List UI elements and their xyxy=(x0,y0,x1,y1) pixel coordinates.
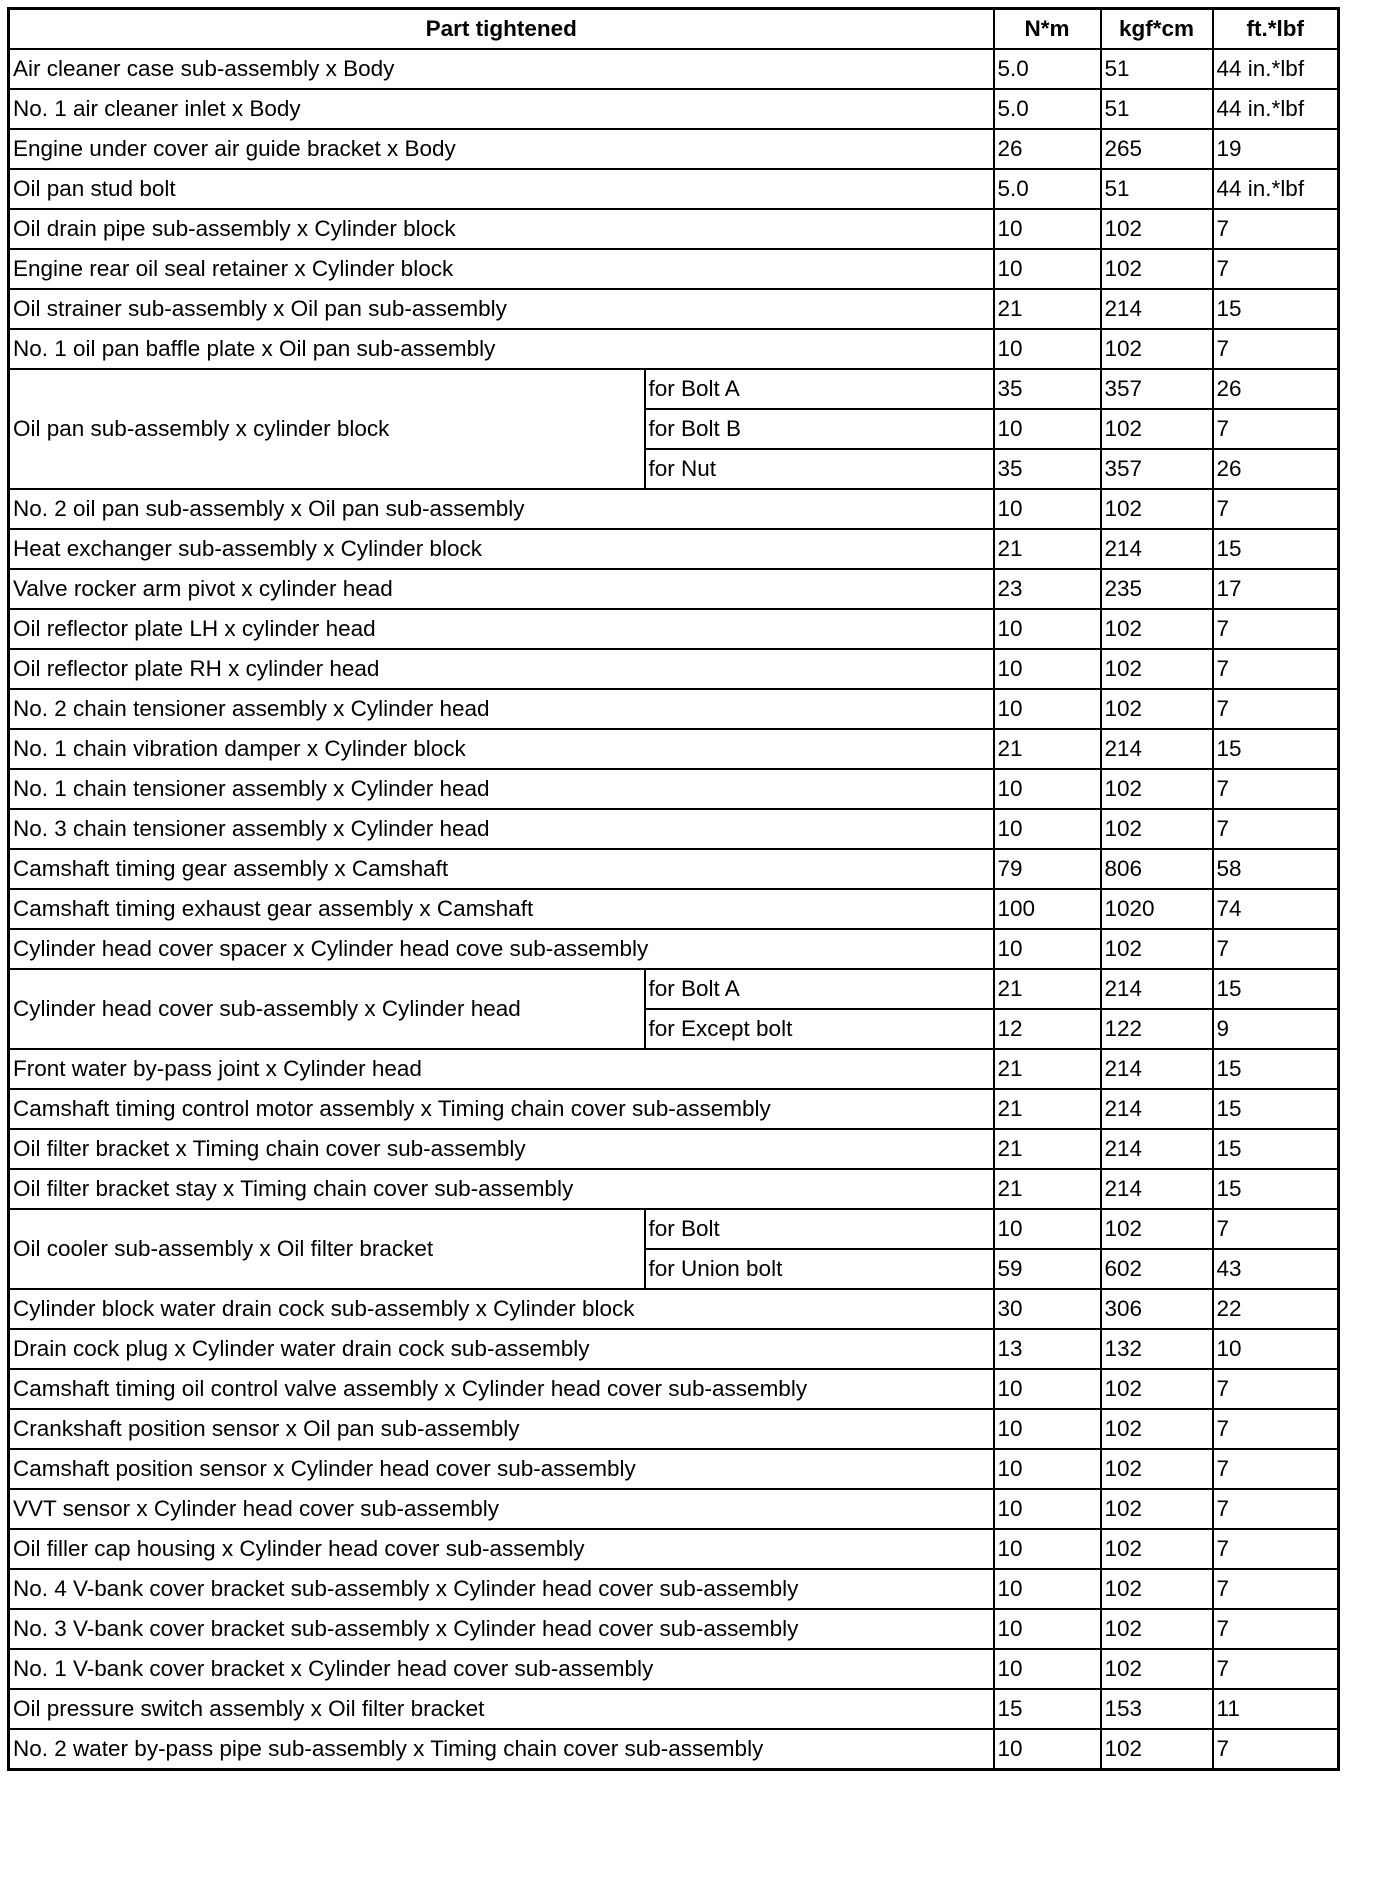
kgf-cm-cell: 102 xyxy=(1101,1729,1213,1770)
ft-lbf-cell: 7 xyxy=(1213,209,1339,249)
kgf-cm-cell: 235 xyxy=(1101,569,1213,609)
kgf-cm-cell: 102 xyxy=(1101,1609,1213,1649)
kgf-cm-cell: 102 xyxy=(1101,689,1213,729)
kgf-cm-cell: 214 xyxy=(1101,289,1213,329)
part-cell: Cylinder head cover sub-assembly x Cylinder head xyxy=(9,969,645,1049)
part-cell: Engine under cover air guide bracket x Body xyxy=(9,129,994,169)
header-part-tightened: Part tightened xyxy=(9,9,994,50)
nm-cell: 21 xyxy=(994,529,1101,569)
table-row xyxy=(9,1569,1339,1609)
nm-cell: 10 xyxy=(994,1529,1101,1569)
table-row xyxy=(9,1409,1339,1449)
table-row xyxy=(9,489,1339,529)
nm-cell: 13 xyxy=(994,1329,1101,1369)
nm-cell: 23 xyxy=(994,569,1101,609)
nm-cell: 10 xyxy=(994,1649,1101,1689)
kgf-cm-cell: 153 xyxy=(1101,1689,1213,1729)
nm-cell: 10 xyxy=(994,1489,1101,1529)
kgf-cm-cell: 102 xyxy=(1101,1529,1213,1569)
ft-lbf-cell: 7 xyxy=(1213,1409,1339,1449)
kgf-cm-cell: 102 xyxy=(1101,1449,1213,1489)
header-ft-lbf: ft.*lbf xyxy=(1213,9,1339,50)
table-row xyxy=(9,929,1339,969)
ft-lbf-cell: 74 xyxy=(1213,889,1339,929)
ft-lbf-cell: 7 xyxy=(1213,1449,1339,1489)
part-cell: Cylinder head cover spacer x Cylinder head cove sub-assembly xyxy=(9,929,994,969)
header-kgf-cm: kgf*cm xyxy=(1101,9,1213,50)
part-cell: No. 3 V-bank cover bracket sub-assembly x Cylinder head cover sub-assembly xyxy=(9,1609,994,1649)
part-cell: Oil strainer sub-assembly x Oil pan sub-assembly xyxy=(9,289,994,329)
kgf-cm-cell: 102 xyxy=(1101,489,1213,529)
nm-cell: 35 xyxy=(994,369,1101,409)
part-cell: No. 1 oil pan baffle plate x Oil pan sub-assembly xyxy=(9,329,994,369)
kgf-cm-cell: 102 xyxy=(1101,329,1213,369)
nm-cell: 10 xyxy=(994,1209,1101,1249)
nm-cell: 21 xyxy=(994,1089,1101,1129)
ft-lbf-cell: 19 xyxy=(1213,129,1339,169)
table-row xyxy=(9,1529,1339,1569)
kgf-cm-cell: 102 xyxy=(1101,649,1213,689)
ft-lbf-cell: 15 xyxy=(1213,1089,1339,1129)
ft-lbf-cell: 7 xyxy=(1213,929,1339,969)
table-row xyxy=(9,169,1339,209)
part-cell: Oil drain pipe sub-assembly x Cylinder block xyxy=(9,209,994,249)
condition-cell: for Nut xyxy=(645,449,994,489)
kgf-cm-cell: 602 xyxy=(1101,1249,1213,1289)
table-row xyxy=(9,249,1339,289)
kgf-cm-cell: 102 xyxy=(1101,1649,1213,1689)
table-row xyxy=(9,209,1339,249)
ft-lbf-cell: 7 xyxy=(1213,609,1339,649)
part-cell: VVT sensor x Cylinder head cover sub-assembly xyxy=(9,1489,994,1529)
ft-lbf-cell: 17 xyxy=(1213,569,1339,609)
ft-lbf-cell: 7 xyxy=(1213,1369,1339,1409)
part-cell: Drain cock plug x Cylinder water drain cock sub-assembly xyxy=(9,1329,994,1369)
kgf-cm-cell: 102 xyxy=(1101,1569,1213,1609)
condition-cell: for Bolt B xyxy=(645,409,994,449)
nm-cell: 10 xyxy=(994,1449,1101,1489)
header-nm: N*m xyxy=(994,9,1101,50)
table-row xyxy=(9,649,1339,689)
kgf-cm-cell: 214 xyxy=(1101,729,1213,769)
table-row xyxy=(9,49,1339,89)
ft-lbf-cell: 10 xyxy=(1213,1329,1339,1369)
ft-lbf-cell: 7 xyxy=(1213,249,1339,289)
nm-cell: 10 xyxy=(994,489,1101,529)
table-row xyxy=(9,1689,1339,1729)
part-cell: Crankshaft position sensor x Oil pan sub-assembly xyxy=(9,1409,994,1449)
nm-cell: 59 xyxy=(994,1249,1101,1289)
nm-cell: 10 xyxy=(994,649,1101,689)
part-cell: Oil cooler sub-assembly x Oil filter bracket xyxy=(9,1209,645,1289)
kgf-cm-cell: 214 xyxy=(1101,529,1213,569)
table-row xyxy=(9,969,1339,1009)
kgf-cm-cell: 357 xyxy=(1101,369,1213,409)
ft-lbf-cell: 15 xyxy=(1213,1049,1339,1089)
ft-lbf-cell: 15 xyxy=(1213,289,1339,329)
kgf-cm-cell: 102 xyxy=(1101,1409,1213,1449)
ft-lbf-cell: 11 xyxy=(1213,1689,1339,1729)
ft-lbf-cell: 7 xyxy=(1213,649,1339,689)
table-row xyxy=(9,1169,1339,1209)
table-row xyxy=(9,1129,1339,1169)
nm-cell: 5.0 xyxy=(994,49,1101,89)
nm-cell: 10 xyxy=(994,1729,1101,1770)
table-row xyxy=(9,769,1339,809)
part-cell: Front water by-pass joint x Cylinder head xyxy=(9,1049,994,1089)
kgf-cm-cell: 102 xyxy=(1101,929,1213,969)
nm-cell: 5.0 xyxy=(994,89,1101,129)
table-row xyxy=(9,689,1339,729)
kgf-cm-cell: 214 xyxy=(1101,969,1213,1009)
ft-lbf-cell: 7 xyxy=(1213,809,1339,849)
nm-cell: 10 xyxy=(994,1409,1101,1449)
kgf-cm-cell: 265 xyxy=(1101,129,1213,169)
table-row xyxy=(9,369,1339,409)
part-cell: Oil filler cap housing x Cylinder head cover sub-assembly xyxy=(9,1529,994,1569)
ft-lbf-cell: 7 xyxy=(1213,1529,1339,1569)
kgf-cm-cell: 102 xyxy=(1101,769,1213,809)
part-cell: Oil filter bracket stay x Timing chain cover sub-assembly xyxy=(9,1169,994,1209)
part-cell: Oil pan sub-assembly x cylinder block xyxy=(9,369,645,489)
ft-lbf-cell: 7 xyxy=(1213,1649,1339,1689)
nm-cell: 100 xyxy=(994,889,1101,929)
part-cell: Valve rocker arm pivot x cylinder head xyxy=(9,569,994,609)
ft-lbf-cell: 22 xyxy=(1213,1289,1339,1329)
ft-lbf-cell: 43 xyxy=(1213,1249,1339,1289)
nm-cell: 10 xyxy=(994,1569,1101,1609)
table-row xyxy=(9,329,1339,369)
kgf-cm-cell: 357 xyxy=(1101,449,1213,489)
nm-cell: 21 xyxy=(994,289,1101,329)
kgf-cm-cell: 806 xyxy=(1101,849,1213,889)
ft-lbf-cell: 15 xyxy=(1213,729,1339,769)
part-cell: Oil filter bracket x Timing chain cover sub-assembly xyxy=(9,1129,994,1169)
table-row xyxy=(9,89,1339,129)
nm-cell: 5.0 xyxy=(994,169,1101,209)
ft-lbf-cell: 7 xyxy=(1213,409,1339,449)
kgf-cm-cell: 214 xyxy=(1101,1089,1213,1129)
table-row xyxy=(9,1649,1339,1689)
kgf-cm-cell: 102 xyxy=(1101,809,1213,849)
table-row xyxy=(9,1289,1339,1329)
ft-lbf-cell: 26 xyxy=(1213,369,1339,409)
nm-cell: 10 xyxy=(994,929,1101,969)
condition-cell: for Except bolt xyxy=(645,1009,994,1049)
kgf-cm-cell: 51 xyxy=(1101,169,1213,209)
part-cell: No. 4 V-bank cover bracket sub-assembly x Cylinder head cover sub-assembly xyxy=(9,1569,994,1609)
nm-cell: 26 xyxy=(994,129,1101,169)
condition-cell: for Bolt A xyxy=(645,969,994,1009)
ft-lbf-cell: 15 xyxy=(1213,969,1339,1009)
nm-cell: 10 xyxy=(994,329,1101,369)
part-cell: No. 2 chain tensioner assembly x Cylinder head xyxy=(9,689,994,729)
ft-lbf-cell: 7 xyxy=(1213,1729,1339,1770)
ft-lbf-cell: 7 xyxy=(1213,329,1339,369)
part-cell: No. 1 chain vibration damper x Cylinder block xyxy=(9,729,994,769)
ft-lbf-cell: 15 xyxy=(1213,1169,1339,1209)
nm-cell: 10 xyxy=(994,809,1101,849)
nm-cell: 10 xyxy=(994,409,1101,449)
ft-lbf-cell: 58 xyxy=(1213,849,1339,889)
table-row xyxy=(9,849,1339,889)
table-row xyxy=(9,1489,1339,1529)
table-row xyxy=(9,1089,1339,1129)
table-row xyxy=(9,1049,1339,1089)
kgf-cm-cell: 102 xyxy=(1101,249,1213,289)
part-cell: No. 3 chain tensioner assembly x Cylinder head xyxy=(9,809,994,849)
nm-cell: 10 xyxy=(994,209,1101,249)
nm-cell: 21 xyxy=(994,729,1101,769)
part-cell: No. 1 chain tensioner assembly x Cylinder head xyxy=(9,769,994,809)
nm-cell: 10 xyxy=(994,249,1101,289)
part-cell: Camshaft timing control motor assembly x Timing chain cover sub-assembly xyxy=(9,1089,994,1129)
part-cell: Oil pan stud bolt xyxy=(9,169,994,209)
table-row xyxy=(9,889,1339,929)
table-row xyxy=(9,809,1339,849)
kgf-cm-cell: 102 xyxy=(1101,1209,1213,1249)
part-cell: No. 1 V-bank cover bracket x Cylinder head cover sub-assembly xyxy=(9,1649,994,1689)
kgf-cm-cell: 214 xyxy=(1101,1169,1213,1209)
ft-lbf-cell: 7 xyxy=(1213,1209,1339,1249)
ft-lbf-cell: 44 in.*lbf xyxy=(1213,89,1339,129)
part-cell: Engine rear oil seal retainer x Cylinder block xyxy=(9,249,994,289)
table-row xyxy=(9,1609,1339,1649)
nm-cell: 21 xyxy=(994,1049,1101,1089)
nm-cell: 10 xyxy=(994,609,1101,649)
table-row xyxy=(9,1209,1339,1249)
nm-cell: 10 xyxy=(994,769,1101,809)
kgf-cm-cell: 102 xyxy=(1101,1489,1213,1529)
table-row xyxy=(9,529,1339,569)
table-header-row xyxy=(9,9,1339,50)
table-row xyxy=(9,129,1339,169)
table-row xyxy=(9,729,1339,769)
part-cell: Camshaft timing gear assembly x Camshaft xyxy=(9,849,994,889)
nm-cell: 10 xyxy=(994,1369,1101,1409)
table-row xyxy=(9,289,1339,329)
kgf-cm-cell: 51 xyxy=(1101,49,1213,89)
table-row xyxy=(9,1369,1339,1409)
ft-lbf-cell: 7 xyxy=(1213,1609,1339,1649)
kgf-cm-cell: 102 xyxy=(1101,609,1213,649)
ft-lbf-cell: 15 xyxy=(1213,1129,1339,1169)
table-row xyxy=(9,569,1339,609)
nm-cell: 30 xyxy=(994,1289,1101,1329)
nm-cell: 15 xyxy=(994,1689,1101,1729)
ft-lbf-cell: 44 in.*lbf xyxy=(1213,49,1339,89)
part-cell: No. 2 water by-pass pipe sub-assembly x Timing chain cover sub-assembly xyxy=(9,1729,994,1770)
part-cell: Oil reflector plate LH x cylinder head xyxy=(9,609,994,649)
kgf-cm-cell: 132 xyxy=(1101,1329,1213,1369)
condition-cell: for Bolt A xyxy=(645,369,994,409)
ft-lbf-cell: 7 xyxy=(1213,689,1339,729)
nm-cell: 10 xyxy=(994,689,1101,729)
table-row xyxy=(9,1449,1339,1489)
ft-lbf-cell: 9 xyxy=(1213,1009,1339,1049)
kgf-cm-cell: 102 xyxy=(1101,409,1213,449)
nm-cell: 21 xyxy=(994,969,1101,1009)
part-cell: No. 1 air cleaner inlet x Body xyxy=(9,89,994,129)
ft-lbf-cell: 7 xyxy=(1213,769,1339,809)
kgf-cm-cell: 51 xyxy=(1101,89,1213,129)
ft-lbf-cell: 15 xyxy=(1213,529,1339,569)
kgf-cm-cell: 1020 xyxy=(1101,889,1213,929)
kgf-cm-cell: 122 xyxy=(1101,1009,1213,1049)
part-cell: Camshaft timing exhaust gear assembly x Camshaft xyxy=(9,889,994,929)
nm-cell: 12 xyxy=(994,1009,1101,1049)
part-cell: Oil reflector plate RH x cylinder head xyxy=(9,649,994,689)
part-cell: Camshaft position sensor x Cylinder head cover sub-assembly xyxy=(9,1449,994,1489)
ft-lbf-cell: 7 xyxy=(1213,1489,1339,1529)
nm-cell: 21 xyxy=(994,1169,1101,1209)
table-row xyxy=(9,609,1339,649)
nm-cell: 35 xyxy=(994,449,1101,489)
table-body xyxy=(9,49,1339,1770)
kgf-cm-cell: 102 xyxy=(1101,209,1213,249)
part-cell: Cylinder block water drain cock sub-assembly x Cylinder block xyxy=(9,1289,994,1329)
torque-spec-table xyxy=(7,7,1340,1771)
condition-cell: for Bolt xyxy=(645,1209,994,1249)
part-cell: Oil pressure switch assembly x Oil filter bracket xyxy=(9,1689,994,1729)
table-row xyxy=(9,1329,1339,1369)
kgf-cm-cell: 214 xyxy=(1101,1049,1213,1089)
nm-cell: 10 xyxy=(994,1609,1101,1649)
nm-cell: 79 xyxy=(994,849,1101,889)
ft-lbf-cell: 7 xyxy=(1213,1569,1339,1609)
condition-cell: for Union bolt xyxy=(645,1249,994,1289)
part-cell: Heat exchanger sub-assembly x Cylinder block xyxy=(9,529,994,569)
kgf-cm-cell: 214 xyxy=(1101,1129,1213,1169)
table-row xyxy=(9,1729,1339,1770)
nm-cell: 21 xyxy=(994,1129,1101,1169)
ft-lbf-cell: 7 xyxy=(1213,489,1339,529)
part-cell: Air cleaner case sub-assembly x Body xyxy=(9,49,994,89)
part-cell: No. 2 oil pan sub-assembly x Oil pan sub-assembly xyxy=(9,489,994,529)
kgf-cm-cell: 102 xyxy=(1101,1369,1213,1409)
ft-lbf-cell: 26 xyxy=(1213,449,1339,489)
kgf-cm-cell: 306 xyxy=(1101,1289,1213,1329)
part-cell: Camshaft timing oil control valve assembly x Cylinder head cover sub-assembly xyxy=(9,1369,994,1409)
ft-lbf-cell: 44 in.*lbf xyxy=(1213,169,1339,209)
